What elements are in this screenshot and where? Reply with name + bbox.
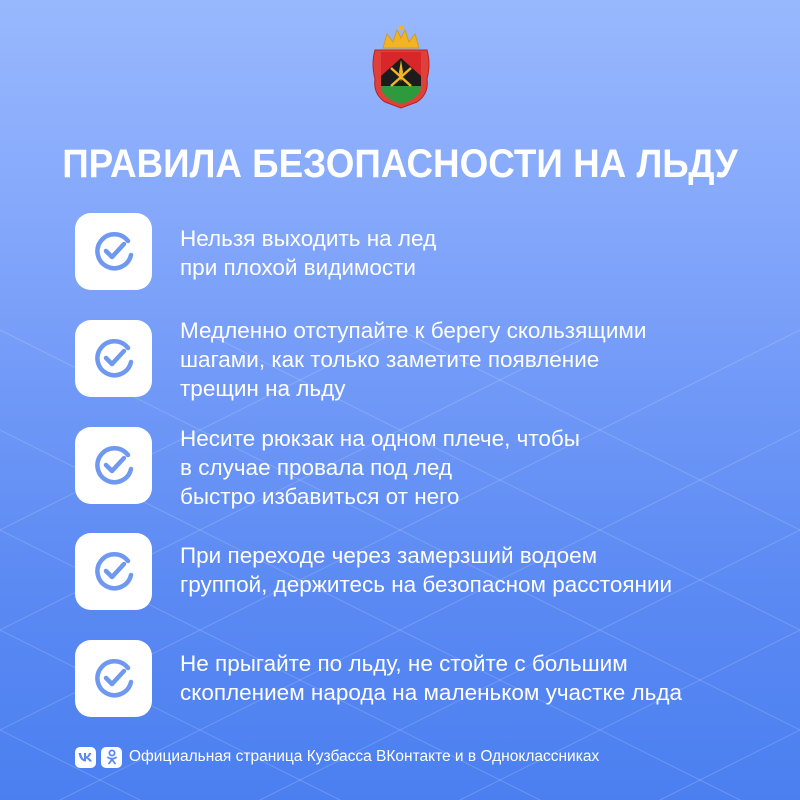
rule-line: в случае провала под лед xyxy=(180,455,453,480)
rule-line: шагами, как только заметите появление xyxy=(180,347,600,372)
check-circle-icon xyxy=(91,229,137,275)
rule-text xyxy=(180,541,672,599)
rule-line: При переходе через замерзший водоем xyxy=(180,543,598,568)
check-circle-icon xyxy=(91,549,137,595)
rule-text xyxy=(180,224,436,282)
check-box xyxy=(75,320,152,397)
rule-line: трещин на льду xyxy=(180,376,346,401)
check-circle-icon xyxy=(91,336,137,382)
footer-text: Официальная страница Кузбасса ВКонтакте и в Одноклассниках xyxy=(129,748,600,765)
check-circle-icon xyxy=(91,656,137,702)
check-box xyxy=(75,640,152,717)
rule-item xyxy=(75,640,775,720)
rule-line: Несите рюкзак на одном плече, чтобы xyxy=(180,426,580,451)
rule-text xyxy=(180,316,646,403)
rule-line: скоплением народа на маленьком участке льда xyxy=(180,680,682,705)
rule-line: Нельзя выходить на лед xyxy=(180,226,437,251)
rule-line: группой, держитесь на безопасном расстоянии xyxy=(180,572,673,597)
rule-item xyxy=(75,533,775,613)
odnoklassniki-icon[interactable] xyxy=(101,747,122,768)
rule-line: быстро избавиться от него xyxy=(180,484,460,509)
rule-line: Не прыгайте по льду, не стойте с большим xyxy=(180,651,628,676)
rule-item xyxy=(75,213,775,293)
rule-item xyxy=(75,320,775,400)
check-box xyxy=(75,533,152,610)
rule-text xyxy=(180,649,682,707)
vk-icon[interactable] xyxy=(75,747,96,768)
rule-line: Медленно отступайте к берегу скользящими xyxy=(180,318,647,343)
check-box xyxy=(75,427,152,504)
kuzbass-coat-of-arms-icon xyxy=(369,24,433,110)
rule-item xyxy=(75,427,775,507)
page-title: ПРАВИЛА БЕЗОПАСНОСТИ НА ЛЬДУ xyxy=(62,142,738,186)
footer xyxy=(75,746,599,768)
rule-line: при плохой видимости xyxy=(180,255,416,280)
check-circle-icon xyxy=(91,443,137,489)
check-box xyxy=(75,213,152,290)
rule-text xyxy=(180,424,580,511)
